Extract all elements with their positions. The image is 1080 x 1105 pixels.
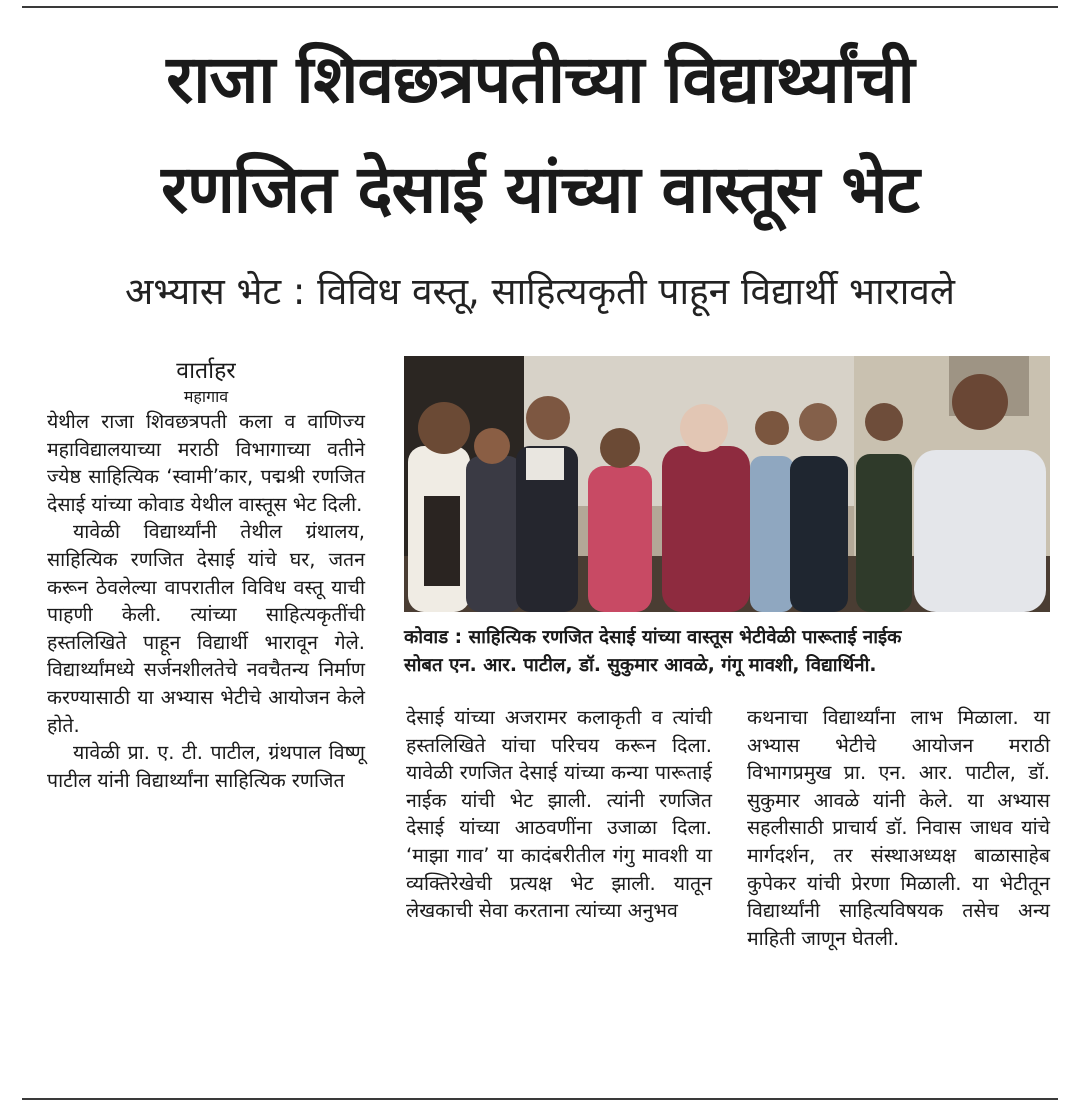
top-rule (22, 6, 1058, 8)
bottom-rule (22, 1098, 1058, 1100)
subheadline: अभ्यास भेट : विविध वस्तू, साहित्यकृती पाहून विद्यार्थी भारावले (125, 270, 955, 313)
article-column-1 (47, 356, 365, 794)
caption-line-2: सोबत एन. आर. पाटील, डॉ. सुकुमार आवळे, गंगू मावशी, विद्यार्थिनी. (404, 655, 877, 676)
article-column-2 (406, 704, 712, 925)
headline-line-1: राजा शिवछत्रपतीच्या विद्यार्थ्यांची (166, 41, 914, 118)
news-photo (404, 356, 1050, 612)
group-photo-illustration (404, 356, 1050, 612)
headline-line-2: रणजित देसाई यांच्या वास्तूस भेट (161, 151, 919, 228)
byline: वार्ताहर (176, 358, 236, 384)
caption-line-1: कोवाड : साहित्यिक रणजित देसाई यांच्या वास्तूस भेटीवेळी पारूताई नाईक (404, 627, 902, 648)
photo-caption (404, 624, 1050, 680)
paragraph-1: येथील राजा शिवछत्रपती कला व वाणिज्य महाविद्यालयाच्या मराठी विभागाच्या वतीने ज्येष्ठ साहित्यिक ‘स्वामी’कार, पद्मश्री रणजित देसाई यांच्या कोवाड येथील वास्तूस भेट दिली. (47, 410, 365, 516)
article-column-3 (747, 704, 1050, 952)
paragraph-3: यावेळी प्रा. ए. टी. पाटील, ग्रंथपाल विष्णू पाटील यांनी विद्यार्थ्यांना साहित्यिक रणजित (47, 741, 365, 792)
paragraph-5: कथनाचा विद्यार्थ्यांना लाभ मिळाला. या अभ्यास भेटीचे आयोजन मराठी विभागप्रमुख प्रा. एन. आर. पाटील, डॉ. सुकुमार आवळे यांनी केले. या अभ्यास सहलीसाठी प्राचार्य डॉ. निवास जाधव यांचे मार्गदर्शन, तर संस्थाअध्यक्ष बाळासाहेब कुपेकर यांची प्रेरणा मिळाली. या भेटीतून विद्यार्थ्यांनी साहित्यविषयक तसेच अन्य माहिती जाणून घेतली. (747, 706, 1050, 950)
dateline: महागाव (183, 387, 229, 406)
paragraph-4: देसाई यांच्या अजरामर कलाकृती व त्यांची हस्तलिखिते यांचा परिचय करून दिला. यावेळी रणजित देसाई यांच्या कन्या पारूताई नाईक यांची भेट झाली. त्यांनी रणजित देसाई यांच्या आठवणींना उजाळा दिला. ‘माझा गाव’ या कादंबरीतील गंगु मावशी या व्यक्तिरेखेची प्रत्यक्ष भेट झाली. यातून लेखकाची सेवा करताना त्यांच्या अनुभव (406, 706, 712, 923)
paragraph-2: यावेळी विद्यार्थ्यांनी तेथील ग्रंथालय, साहित्यिक रणजित देसाई यांचे घर, जतन करून ठेवलेल्या वापरातील विविध वस्तू याची पाहणी केली. त्यांच्या साहित्यकृतींची हस्तलिखिते पाहून विद्यार्थी भारावून गेले. विद्यार्थ्यांमध्ये सर्जनशीलतेचे नवचैतन्य निर्माण करण्यासाठी या अभ्यास भेटीचे आयोजन केले होते. (47, 520, 365, 737)
